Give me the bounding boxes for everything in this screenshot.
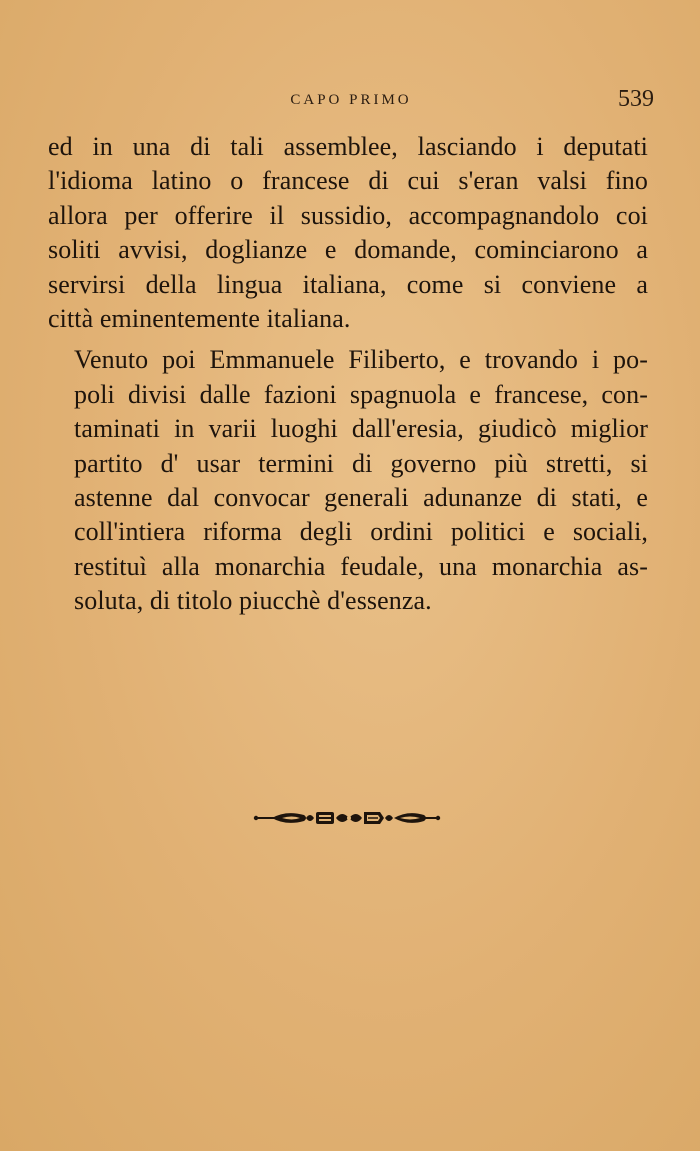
paragraph-2 bbox=[48, 343, 648, 618]
text-line: Venuto poi Emmanuele Filiberto, e trovando i po- bbox=[74, 345, 648, 375]
text-line: taminati in varii luoghi dall'eresia, giudicò miglior bbox=[74, 414, 648, 444]
page-number: 539 bbox=[618, 86, 654, 112]
text-line: servirsi della lingua italiana, come si conviene a bbox=[48, 269, 648, 299]
text-line: poli divisi dalle fazioni spagnuola e francese, con- bbox=[74, 379, 648, 409]
text-line: astenne dal convocar generali adunanze di stati, e bbox=[74, 483, 648, 513]
text-line: l'idioma latino o francese di cui s'eran valsi fino bbox=[48, 166, 648, 196]
text-block bbox=[48, 130, 648, 619]
text-line: soluta, di titolo piucchè d'essenza. bbox=[74, 586, 432, 616]
text-line: ed in una di tali assemblee, lasciando i deputati bbox=[48, 132, 648, 161]
running-head bbox=[48, 86, 654, 116]
text-line: città eminentemente italiana. bbox=[48, 304, 351, 334]
text-line: soliti avvisi, doglianze e domande, cominciarono a bbox=[48, 235, 648, 265]
decorative-tailpiece-ornament-icon bbox=[252, 806, 442, 830]
running-title: CAPO PRIMO bbox=[290, 92, 412, 108]
text-line: restituì alla monarchia feudale, una monarchia as- bbox=[74, 551, 648, 581]
text-line: coll'intiera riforma degli ordini politici e sociali, bbox=[74, 517, 648, 547]
text-line: partito d' usar termini di governo più stretti, si bbox=[74, 448, 648, 478]
text-line: allora per offerire il sussidio, accompagnandolo coi bbox=[48, 200, 648, 230]
paragraph-1 bbox=[48, 130, 648, 336]
